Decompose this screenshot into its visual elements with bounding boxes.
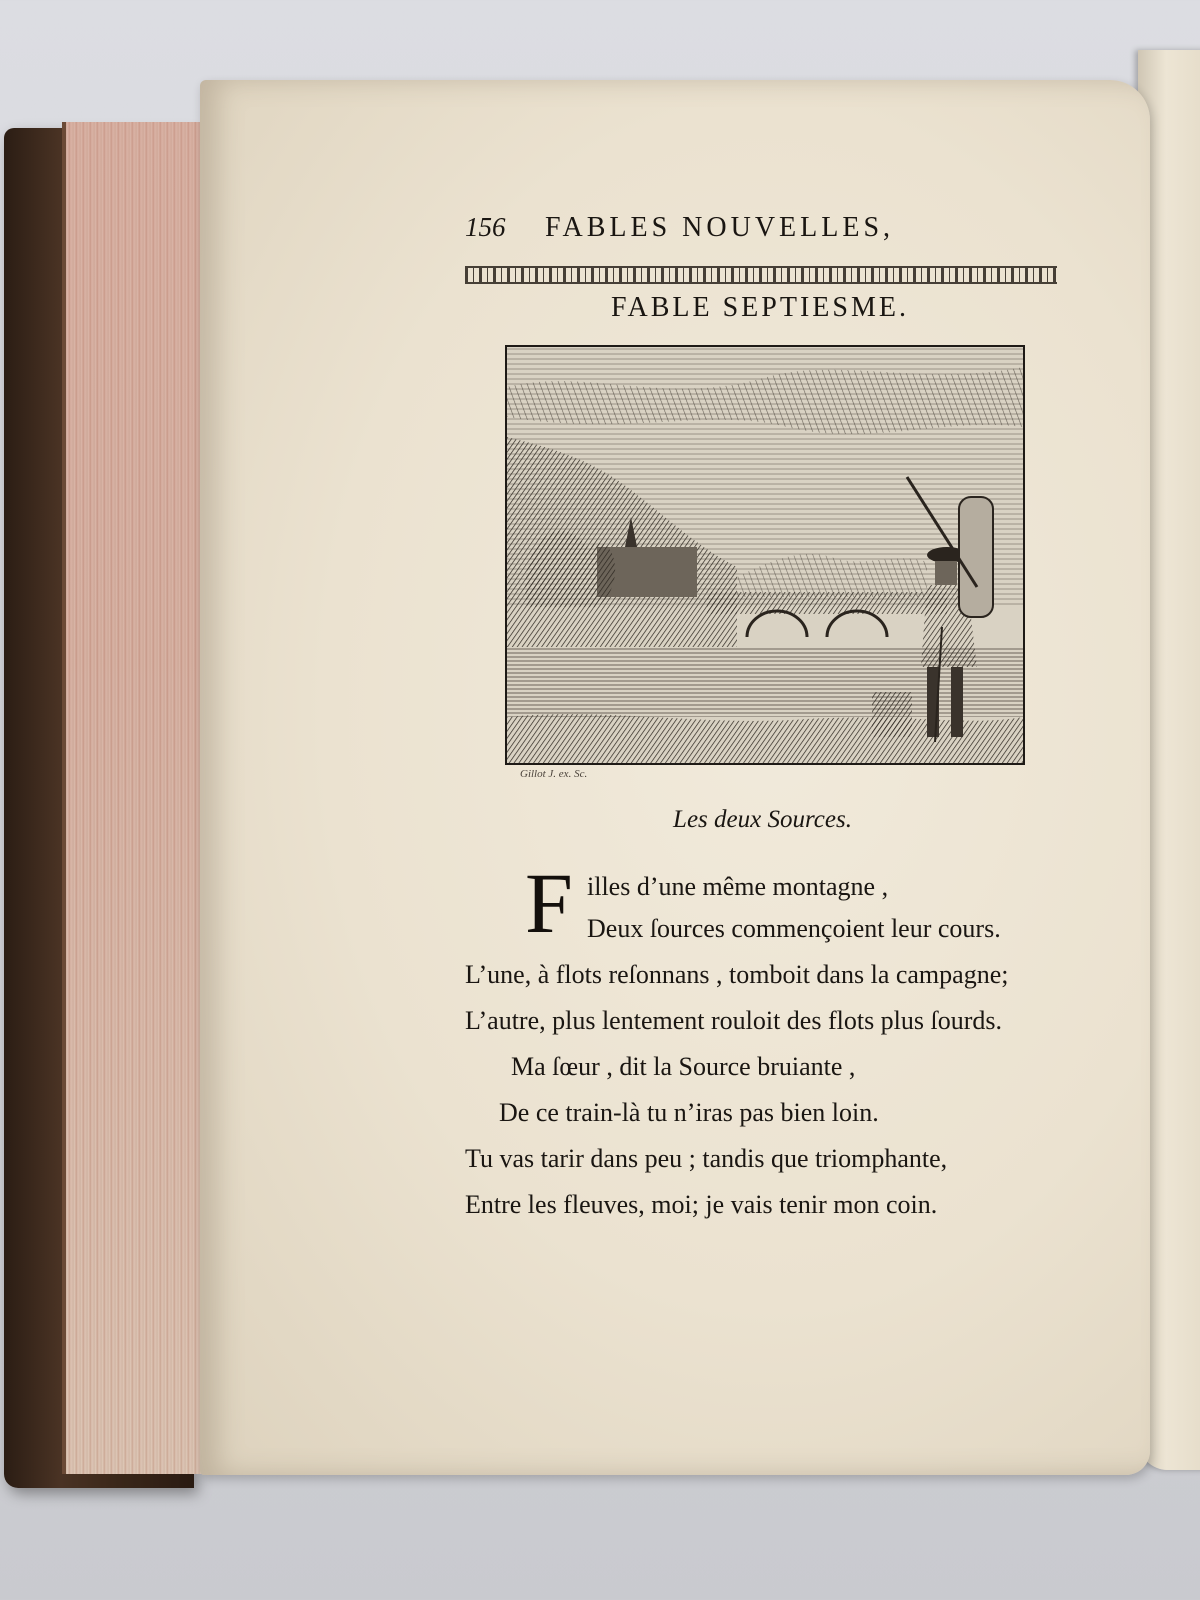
poem-line: Tu vas tarir dans peu ; tandis que triomphante, [465, 1144, 948, 1173]
poem-line: De ce train-là tu n’iras pas bien loin. [499, 1098, 879, 1127]
fable-heading: FABLE SEPTIESME. [611, 292, 909, 323]
running-header [465, 212, 1065, 256]
fable-caption: Les deux Sources. [673, 806, 852, 833]
poem-line: Ma ſœur , dit la Source bruiante , [511, 1052, 856, 1081]
poem-line: Deux ſources commençoient leur cours. [587, 914, 1001, 943]
ornamental-rule [465, 266, 1057, 284]
foreground-crates [872, 692, 912, 737]
engraving-illustration [505, 345, 1025, 765]
bridge-arches [747, 611, 887, 637]
bridge [707, 592, 947, 614]
poem-line: illes d’une même montagne , [587, 872, 889, 901]
page-edges [62, 122, 214, 1474]
poem-line: L’autre, plus lentement rouloit des flots plus ſourds. [465, 1006, 1003, 1035]
book-page [200, 80, 1150, 1475]
page-number: 156 [465, 212, 506, 242]
running-title: FABLES NOUVELLES, [545, 212, 895, 243]
poem-line: L’une, à flots reſonnans , tomboit dans la campagne; [465, 960, 1009, 989]
drop-cap: F [525, 855, 573, 951]
foreground [507, 714, 1023, 763]
poem-line: Entre les fleuves, moi; je vais tenir mon coin. [465, 1190, 938, 1219]
engraver-signature: Gillot J. ex. Sc. [520, 768, 588, 780]
